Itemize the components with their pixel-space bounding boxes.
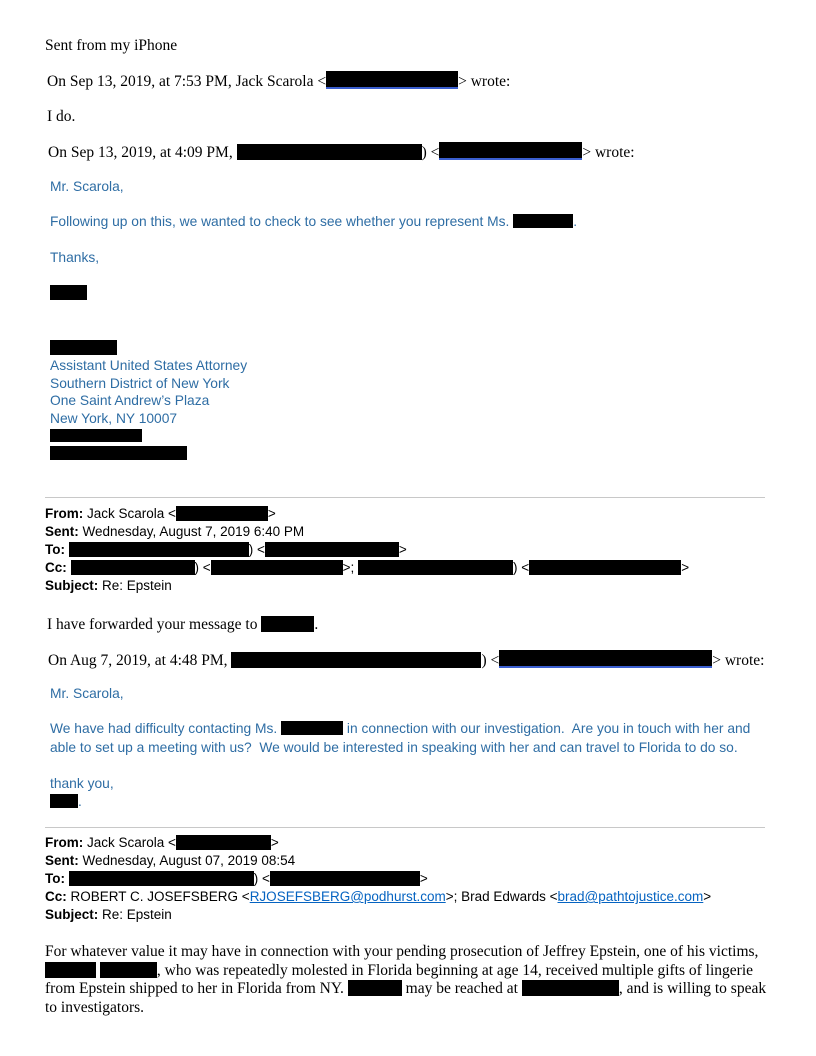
field-label: Subject: (45, 907, 103, 922)
header-cc-line (45, 559, 771, 577)
closing-thanks: Thanks, (50, 250, 100, 265)
text-run: Following up on this, we wanted to check to see whether you represent Ms. (50, 214, 514, 229)
redaction-box (176, 506, 268, 521)
redaction-box (439, 142, 582, 160)
redaction-box (326, 71, 458, 89)
header-subject-line-2 (45, 906, 771, 924)
reply-body-i-do: I do. (47, 108, 76, 125)
redaction-box (358, 560, 513, 575)
field-label: From: (45, 506, 87, 521)
text-run: On Aug 7, 2019, at 4:48 PM, (48, 652, 232, 669)
text-run: On Sep 13, 2019, at 4:09 PM, (48, 144, 237, 161)
email-link[interactable]: brad@pathtojustice.com (557, 889, 704, 904)
text-run: > (267, 506, 276, 521)
victim-information-paragraph (45, 943, 767, 1017)
investigation-paragraph (50, 720, 771, 757)
forwarded-header-0854 (45, 834, 771, 924)
text-run: ) < (513, 560, 530, 575)
email-link[interactable]: RJOSEFSBERG@podhurst.com (249, 889, 446, 904)
redaction-box (499, 650, 712, 668)
text-run: > (270, 835, 279, 850)
closing-thank-you: thank you, (50, 776, 114, 791)
redaction-box (45, 962, 96, 978)
text-run: > wrote: (458, 73, 511, 90)
header-to-line (45, 541, 771, 559)
field-label: Sent: (45, 853, 83, 868)
redaction-box (50, 794, 78, 808)
redaction-box (348, 980, 402, 996)
redaction-box (522, 980, 619, 996)
text-run: We have had difficulty contacting Ms. (50, 721, 282, 736)
text-run: > (419, 871, 428, 886)
text-run: . (573, 214, 578, 229)
header-sent-line (45, 523, 771, 541)
field-label: Subject: (45, 578, 103, 593)
signature-address-line2: New York, NY 10007 (50, 410, 178, 426)
text-run: Jack Scarola < (87, 835, 176, 850)
redaction-signer-name (50, 285, 87, 300)
redaction-box (69, 871, 254, 886)
signature-title: Assistant United States Attorney (50, 358, 248, 373)
text-run: ) < (481, 652, 500, 669)
closing-thank-you-block (50, 775, 771, 811)
forwarded-header-640pm (45, 505, 771, 595)
message-divider (45, 497, 765, 498)
quote-attribution-sep13-409pm (48, 142, 771, 162)
redaction-box (231, 652, 481, 668)
redaction-box (265, 542, 399, 557)
header-from-line-2 (45, 834, 771, 852)
quote-attribution-sep13-753pm (47, 71, 771, 91)
text-run: . (78, 794, 82, 809)
text-run: For whatever value it may have in connection with your pending prosecution of Jeffrey Epstein, one of his victims, (45, 943, 759, 960)
investigation-paragraph-text (50, 720, 771, 757)
field-label: To: (45, 542, 69, 557)
text-run: may be reached at (401, 980, 522, 997)
redaction-box (237, 144, 422, 160)
signature-block (50, 357, 771, 427)
redaction-box (176, 835, 271, 850)
message-divider-2 (45, 827, 765, 828)
field-label: Cc: (45, 889, 71, 904)
redaction-box (71, 560, 195, 575)
redaction-signature-name (50, 340, 117, 355)
redaction-box (100, 962, 157, 978)
greeting-line: Mr. Scarola, (50, 179, 124, 194)
redaction-box (270, 871, 420, 886)
header-cc-line-2 (45, 888, 771, 906)
forwarded-message-line (47, 615, 771, 634)
text-run: Re: Epstein (102, 578, 172, 593)
text-run: > wrote: (582, 144, 635, 161)
text-run: Re: Epstein (102, 907, 172, 922)
text-run: > (703, 889, 712, 904)
text-run: , and is willing to speak to investigators. (45, 980, 767, 1016)
text-run: Wednesday, August 7, 2019 6:40 PM (82, 524, 305, 539)
text-run: ) < (248, 542, 265, 557)
text-run: >; (342, 560, 359, 575)
text-run: > wrote: (712, 652, 765, 669)
field-label: To: (45, 871, 69, 886)
signature-office: Southern District of New York (50, 375, 230, 391)
text-run: in connection with our investigation. Are you in touch with her and able to set up a meeting with us? We would be interested in speaking with her and can travel to Florida to do so. (50, 721, 751, 755)
field-label: Sent: (45, 524, 83, 539)
field-label: Cc: (45, 560, 71, 575)
header-to-line-2 (45, 870, 771, 888)
text-run: . (314, 616, 319, 633)
greeting-line-2: Mr. Scarola, (50, 686, 124, 701)
header-from-line (45, 505, 771, 523)
text-run: , who was repeatedly molested in Florida beginning at age 14, received multiple gifts of lingerie from Epstein shipped to her in Florida from NY. (45, 961, 754, 997)
redaction-phone-2 (50, 446, 187, 460)
followup-question-line (50, 213, 771, 231)
text-run: I have forwarded your message to (47, 616, 262, 633)
text-run: ) < (194, 560, 211, 575)
redaction-box (529, 560, 681, 575)
text-run: On Sep 13, 2019, at 7:53 PM, Jack Scarola < (47, 73, 327, 90)
mobile-signature: Sent from my iPhone (45, 37, 178, 54)
signature-address-line1: One Saint Andrew’s Plaza (50, 393, 210, 408)
text-run: ) < (253, 871, 270, 886)
redaction-box (281, 721, 343, 735)
header-sent-line-2 (45, 852, 771, 870)
quote-attribution-aug7-448pm (48, 650, 771, 670)
text-run: > (681, 560, 690, 575)
field-label: From: (45, 835, 87, 850)
text-run: ) < (421, 144, 440, 161)
text-run: > (398, 542, 407, 557)
text-run: ROBERT C. JOSEFSBERG < (70, 889, 250, 904)
closing-signature-line (50, 793, 771, 811)
text-run: >; Brad Edwards < (445, 889, 558, 904)
redaction-box (211, 560, 343, 575)
header-subject-line (45, 577, 771, 595)
redaction-box (69, 542, 249, 557)
redaction-phone-1 (50, 429, 142, 442)
text-run: Wednesday, August 07, 2019 08:54 (82, 853, 296, 868)
redaction-box (513, 214, 573, 228)
redaction-box (261, 616, 314, 632)
text-run: Jack Scarola < (87, 506, 176, 521)
